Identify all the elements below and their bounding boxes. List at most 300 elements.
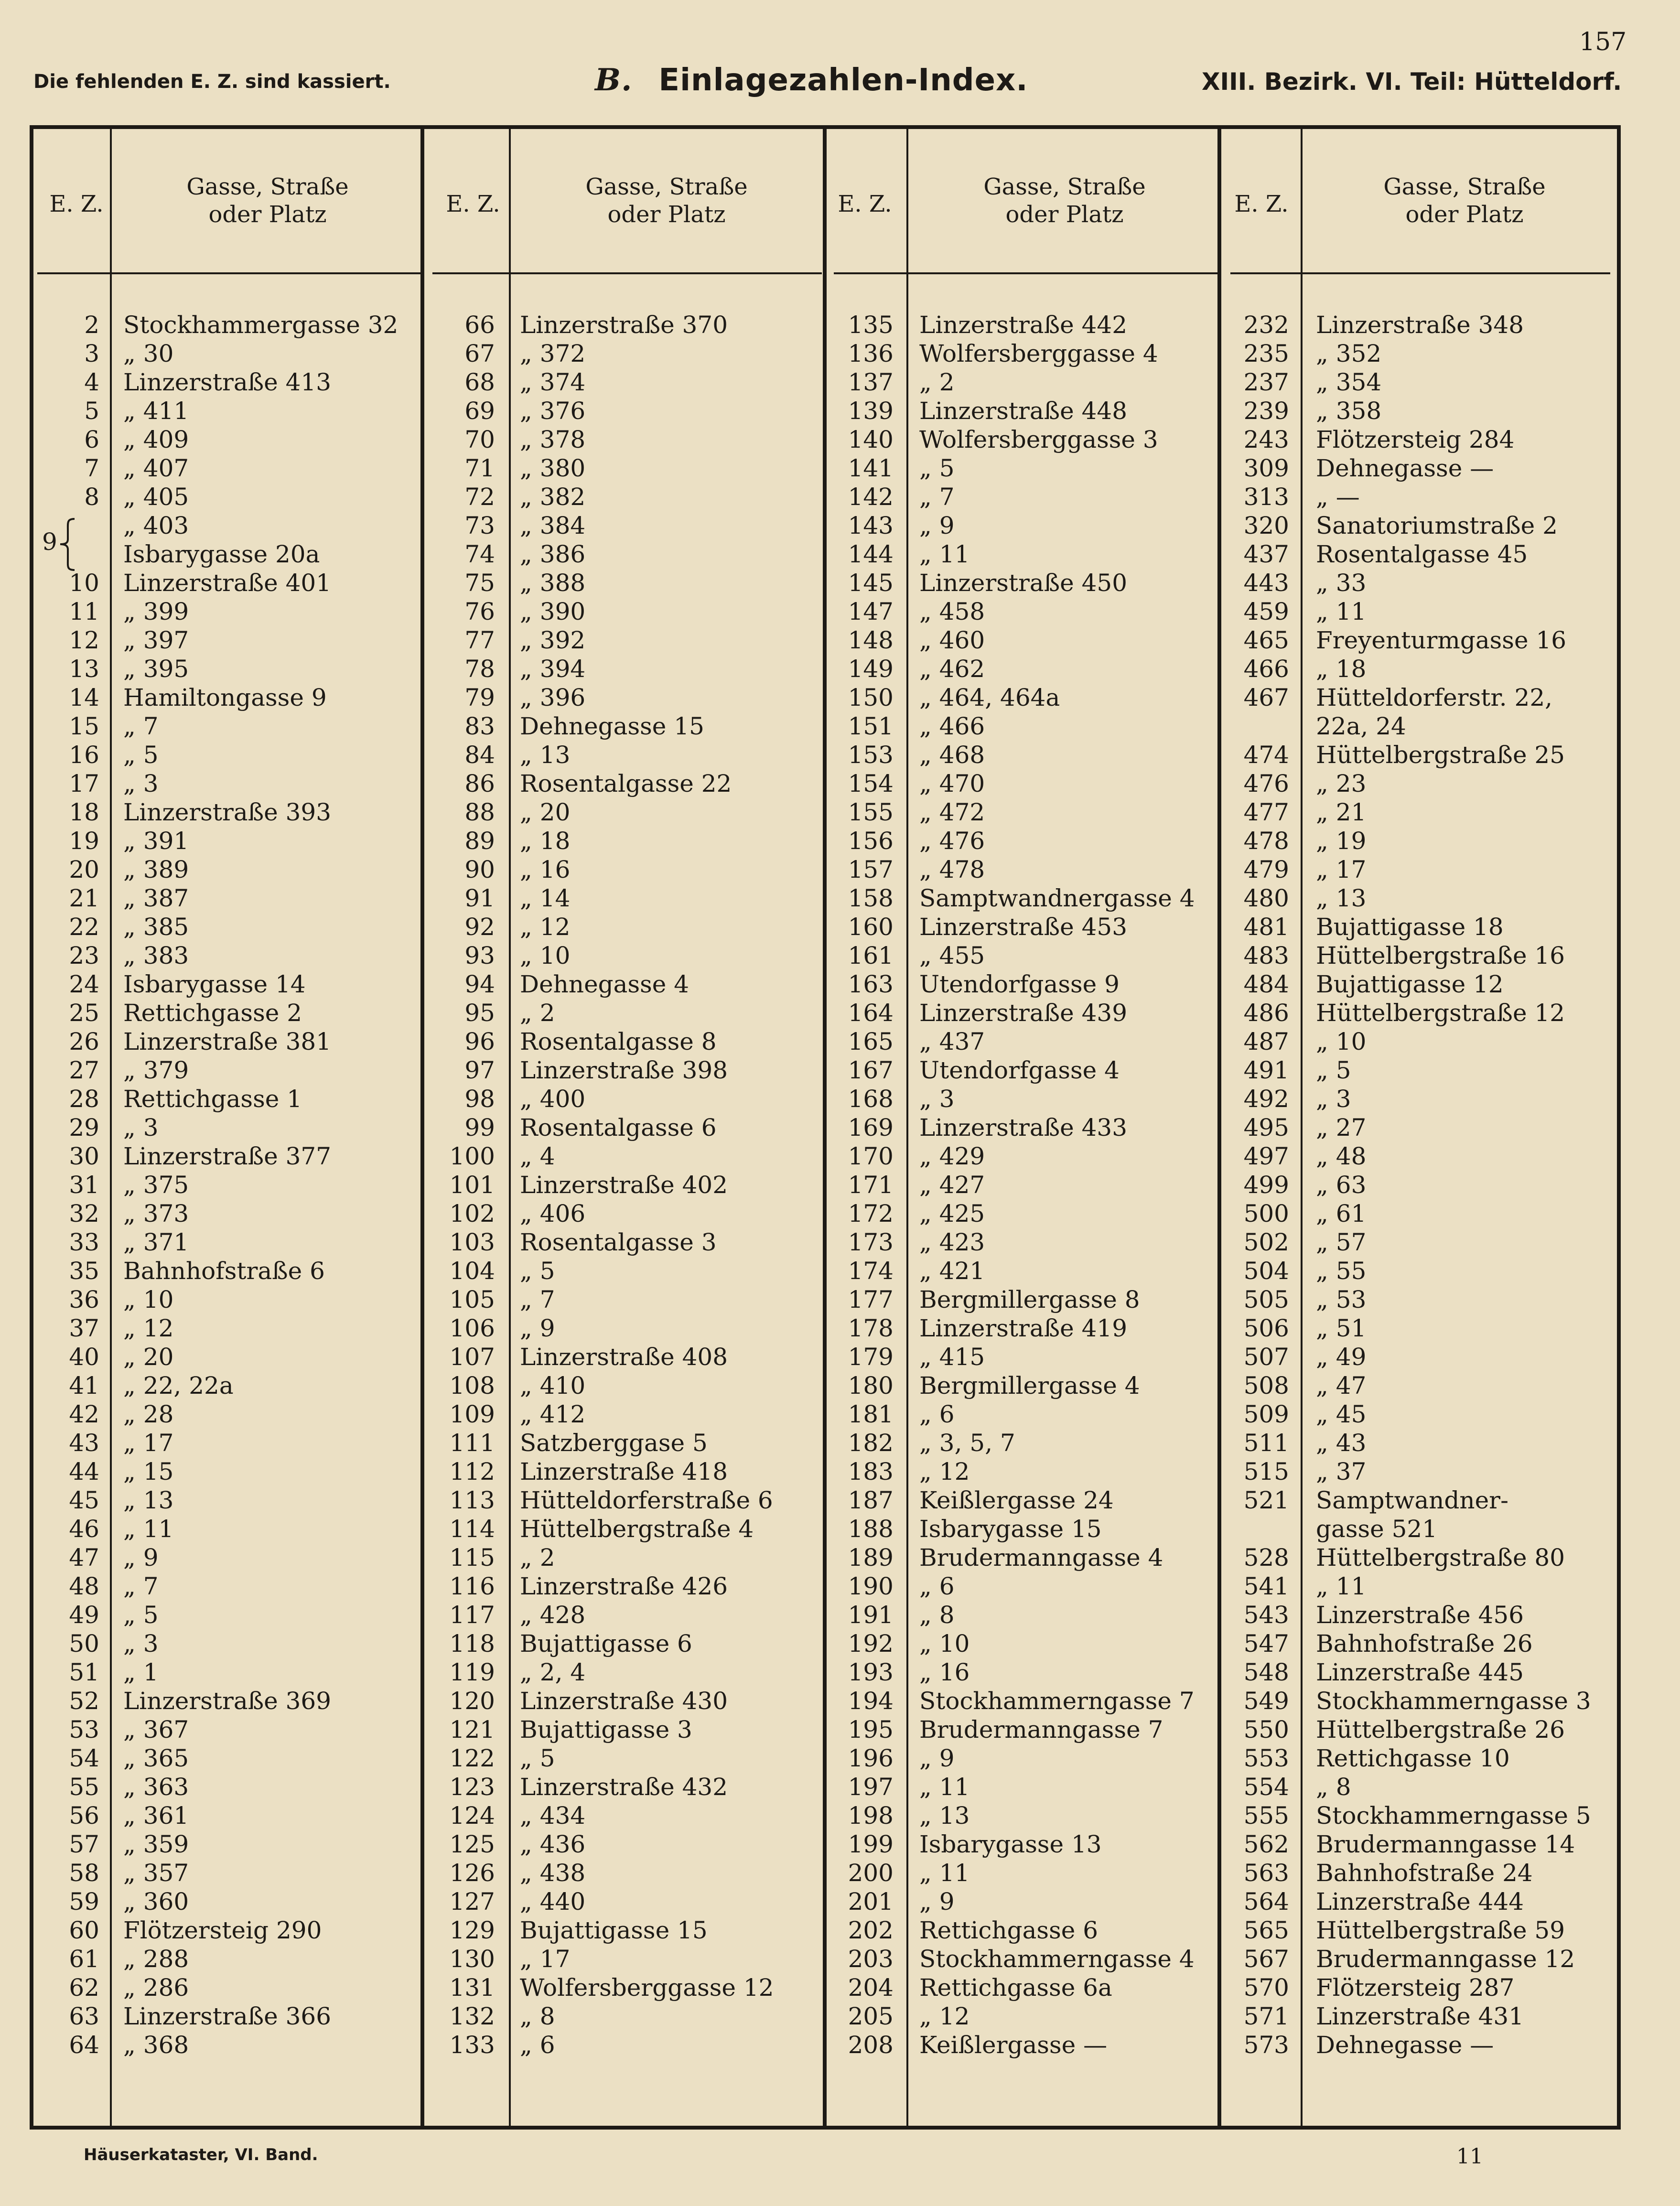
ez-number: 51 <box>69 1658 99 1686</box>
street-name: Linzerstraße 453 <box>919 913 1128 941</box>
ez-number: 474 <box>1243 741 1289 769</box>
ez-number: 57 <box>69 1830 99 1858</box>
ez-number: 40 <box>69 1343 99 1371</box>
ez-number: 3 <box>84 340 99 367</box>
table-row <box>0 1457 1680 1486</box>
table-row <box>0 1715 1680 1744</box>
street-name: „ 10 <box>919 1630 970 1657</box>
ez-number: 309 <box>1243 454 1289 482</box>
ez-number: 94 <box>464 970 495 998</box>
ez-number: 183 <box>848 1458 894 1485</box>
ez-number: 486 <box>1243 999 1289 1027</box>
street-name: Linzerstraße 402 <box>520 1171 728 1199</box>
street-name: Bujattigasse 3 <box>520 1716 692 1743</box>
ez-number: 126 <box>449 1859 495 1887</box>
ez-number: 549 <box>1243 1687 1289 1715</box>
ez-number: 156 <box>848 827 894 855</box>
street-name: „ 17 <box>123 1429 174 1457</box>
street-name: „ 428 <box>520 1601 586 1629</box>
ez-number: 479 <box>1243 856 1289 883</box>
ez-number: 30 <box>69 1142 99 1170</box>
street-name: Linzerstraße 377 <box>123 1142 332 1170</box>
ez-number: 68 <box>464 368 495 396</box>
street-name: Linzerstraße 369 <box>123 1687 332 1715</box>
ez-number: 55 <box>69 1773 99 1801</box>
ez-number: 158 <box>848 884 894 912</box>
ez-number: 115 <box>449 1544 495 1571</box>
street-name: „ 406 <box>520 1200 586 1227</box>
table-row <box>0 1773 1680 1801</box>
street-name: „ 374 <box>520 368 586 396</box>
street-name: „ 53 <box>1316 1286 1367 1313</box>
street-name: „ 400 <box>520 1085 586 1113</box>
street-name: Stockhammerngasse 5 <box>1316 1802 1591 1829</box>
ez-number: 191 <box>848 1601 894 1629</box>
header-note-left: Die fehlenden E. Z. sind kassiert. <box>33 71 391 93</box>
street-name: „ 412 <box>520 1400 586 1428</box>
ez-number: 170 <box>848 1142 894 1170</box>
table-row <box>0 2031 1680 2059</box>
street-name: „ 14 <box>520 884 571 912</box>
street-name: Bergmillergasse 8 <box>919 1286 1140 1313</box>
ez-number: 48 <box>69 1572 99 1600</box>
ez-number: 58 <box>69 1859 99 1887</box>
street-name: „ 436 <box>520 1830 586 1858</box>
street-name: „ 385 <box>123 913 189 941</box>
ez-number: 42 <box>69 1400 99 1428</box>
ez-number: 190 <box>848 1572 894 1600</box>
ez-number: 102 <box>449 1200 495 1227</box>
ez-number: 141 <box>848 454 894 482</box>
ez-number: 148 <box>848 626 894 654</box>
ez-number: 79 <box>464 684 495 711</box>
column-header-street <box>1340 173 1589 228</box>
ez-number: 83 <box>464 712 495 740</box>
table-row <box>0 1515 1680 1543</box>
street-name: „ 391 <box>123 827 189 855</box>
ez-number: 179 <box>848 1343 894 1371</box>
ez-number: 167 <box>848 1056 894 1084</box>
street-name: „ 375 <box>123 1171 189 1199</box>
ez-number: 565 <box>1243 1916 1289 1944</box>
table-row <box>0 1343 1680 1371</box>
street-name: Rosentalgasse 45 <box>1316 540 1528 568</box>
ez-number: 200 <box>848 1859 894 1887</box>
ez-number: 187 <box>848 1486 894 1514</box>
street-name: „ 12 <box>520 913 571 941</box>
table-row <box>0 1859 1680 1887</box>
table-row <box>0 425 1680 454</box>
table-row <box>0 884 1680 913</box>
ez-number: 313 <box>1243 483 1289 511</box>
street-name: Linzerstraße 430 <box>520 1687 728 1715</box>
street-name: Hüttelbergstraße 26 <box>1316 1716 1565 1743</box>
street-name: Linzerstraße 456 <box>1316 1601 1524 1629</box>
ez-number: 172 <box>848 1200 894 1227</box>
ez-number: 208 <box>848 2031 894 2059</box>
ez-number: 481 <box>1243 913 1289 941</box>
ez-number: 66 <box>464 311 495 339</box>
street-name: Linzerstraße 401 <box>123 569 332 597</box>
street-name: „ 354 <box>1316 368 1382 396</box>
ez-number: 116 <box>449 1572 495 1600</box>
ez-number: 320 <box>1243 512 1289 539</box>
ez-number: 144 <box>848 540 894 568</box>
ez-number: 437 <box>1243 540 1289 568</box>
ez-number: 113 <box>449 1486 495 1514</box>
street-name: Isbarygasse 14 <box>123 970 306 998</box>
street-name: „ 3, 5, 7 <box>919 1429 1015 1457</box>
street-name: „ 28 <box>123 1400 174 1428</box>
ez-number: 5 <box>84 397 99 425</box>
table-row <box>0 827 1680 855</box>
street-name: „ 63 <box>1316 1171 1367 1199</box>
table-row <box>0 970 1680 999</box>
street-name: Rettichgasse 6a <box>919 1974 1112 2002</box>
ez-number: 12 <box>69 626 99 654</box>
ez-number: 101 <box>449 1171 495 1199</box>
ez-number: 528 <box>1243 1544 1289 1571</box>
street-name: Linzerstraße 450 <box>919 569 1128 597</box>
street-name: Hüttelbergstraße 4 <box>520 1515 754 1543</box>
ez-number: 476 <box>1243 770 1289 797</box>
street-name: „ 399 <box>123 598 189 625</box>
ez-number: 165 <box>848 1028 894 1055</box>
ez-number: 467 <box>1243 684 1289 711</box>
table-row <box>0 1543 1680 1572</box>
ez-number: 47 <box>69 1544 99 1571</box>
street-name: Linzerstraße 432 <box>520 1773 728 1801</box>
street-name: „ 7 <box>919 483 955 511</box>
ez-number: 169 <box>848 1114 894 1141</box>
ez-number: 477 <box>1243 798 1289 826</box>
street-name: „ 363 <box>123 1773 189 1801</box>
ez-number: 459 <box>1243 598 1289 625</box>
ez-number: 33 <box>69 1228 99 1256</box>
header-rule <box>834 272 1218 274</box>
ez-number: 150 <box>848 684 894 711</box>
table-row <box>0 712 1680 741</box>
street-name: „ 2 <box>919 368 955 396</box>
ez-number: 16 <box>69 741 99 769</box>
ez-number: 91 <box>464 884 495 912</box>
ez-number: 54 <box>69 1744 99 1772</box>
street-name: Linzerstraße 439 <box>919 999 1128 1027</box>
street-name: „ 10 <box>1316 1028 1367 1055</box>
street-name: „ 3 <box>919 1085 955 1113</box>
table-row <box>0 655 1680 683</box>
street-name: gasse 521 <box>1316 1515 1438 1543</box>
ez-number: 75 <box>464 569 495 597</box>
street-name: Linzerstraße 381 <box>123 1028 332 1055</box>
street-name: Dehnegasse — <box>1316 454 1494 482</box>
ez-number: 198 <box>848 1802 894 1829</box>
ez-number: 43 <box>69 1429 99 1457</box>
street-name: „ 429 <box>919 1142 985 1170</box>
street-name: „ 472 <box>919 798 985 826</box>
street-name: „ 376 <box>520 397 586 425</box>
street-name: „ 16 <box>919 1658 970 1686</box>
ez-number: 193 <box>848 1658 894 1686</box>
street-name: Sanatoriumstraße 2 <box>1316 512 1558 539</box>
street-name: „ 55 <box>1316 1257 1367 1285</box>
ez-number: 31 <box>69 1171 99 1199</box>
street-name: Rosentalgasse 6 <box>520 1114 717 1141</box>
ez-number: 69 <box>464 397 495 425</box>
column-header-street <box>542 173 791 228</box>
street-name: Rettichgasse 1 <box>123 1085 302 1113</box>
ez-number: 499 <box>1243 1171 1289 1199</box>
ez-number: 243 <box>1243 426 1289 453</box>
ez-number: 168 <box>848 1085 894 1113</box>
ez-number: 137 <box>848 368 894 396</box>
ez-number: 46 <box>69 1515 99 1543</box>
street-name: „ 437 <box>919 1028 985 1055</box>
street-name: Linzerstraße 419 <box>919 1314 1128 1342</box>
table-row <box>0 1687 1680 1715</box>
column-header-street-line2: oder Platz <box>1405 201 1524 228</box>
street-name: Linzerstraße 393 <box>123 798 332 826</box>
ez-number: 92 <box>464 913 495 941</box>
street-name: „ 438 <box>520 1859 586 1887</box>
street-name: „ 440 <box>520 1888 586 1915</box>
street-name: „ 23 <box>1316 770 1367 797</box>
street-name: „ 13 <box>520 741 571 769</box>
column-header-street-line1: Gasse, Straße <box>186 173 349 200</box>
table-row <box>0 2002 1680 2031</box>
table-row <box>0 1945 1680 1973</box>
street-name: „ 33 <box>1316 569 1367 597</box>
table-row <box>0 1744 1680 1773</box>
street-name: Hüttelbergstraße 12 <box>1316 999 1565 1027</box>
ez-number: 143 <box>848 512 894 539</box>
ez-number: 96 <box>464 1028 495 1055</box>
street-name: „ 9 <box>123 1544 159 1571</box>
ez-number: 19 <box>69 827 99 855</box>
ez-number: 147 <box>848 598 894 625</box>
ez-number: 203 <box>848 1945 894 1973</box>
street-name: „ 421 <box>919 1257 985 1285</box>
street-name: Samptwandner- <box>1316 1486 1508 1514</box>
ez-number: 105 <box>449 1286 495 1313</box>
ez-number: 106 <box>449 1314 495 1342</box>
street-name: „ 434 <box>520 1802 586 1829</box>
ez-number: 480 <box>1243 884 1289 912</box>
column-header-street-line1: Gasse, Straße <box>983 173 1146 200</box>
ez-number: 153 <box>848 741 894 769</box>
street-name: „ 13 <box>123 1486 174 1514</box>
ez-number: 127 <box>449 1888 495 1915</box>
ez-number: 508 <box>1243 1372 1289 1399</box>
ez-number: 119 <box>449 1658 495 1686</box>
street-name: Brudermanngasse 14 <box>1316 1830 1575 1858</box>
ez-number: 98 <box>464 1085 495 1113</box>
street-name: „ 392 <box>520 626 586 654</box>
ez-number: 149 <box>848 655 894 683</box>
ez-number: 547 <box>1243 1630 1289 1657</box>
ez-number: 570 <box>1243 1974 1289 2002</box>
street-name: „ 47 <box>1316 1372 1367 1399</box>
street-name: „ 15 <box>123 1458 174 1485</box>
ez-number: 124 <box>449 1802 495 1829</box>
street-name: „ 365 <box>123 1744 189 1772</box>
ez-number: 44 <box>69 1458 99 1485</box>
ez-number: 8 <box>84 483 99 511</box>
table-row <box>0 1601 1680 1629</box>
street-name: „ 407 <box>123 454 189 482</box>
ez-number: 78 <box>464 655 495 683</box>
street-name: „ 415 <box>919 1343 985 1371</box>
ez-number: 100 <box>449 1142 495 1170</box>
street-name: „ 383 <box>123 942 189 969</box>
street-name: Stockhammerngasse 7 <box>919 1687 1195 1715</box>
street-name: „ 9 <box>919 1888 955 1915</box>
ez-number: 201 <box>848 1888 894 1915</box>
street-name: „ 427 <box>919 1171 985 1199</box>
street-name: „ 11 <box>919 540 970 568</box>
street-name: „ 11 <box>919 1773 970 1801</box>
ez-number: 192 <box>848 1630 894 1657</box>
ez-number: 20 <box>69 856 99 883</box>
ez-number: 567 <box>1243 1945 1289 1973</box>
ez-number: 63 <box>69 2002 99 2030</box>
table-row <box>0 1113 1680 1142</box>
table-row <box>0 1916 1680 1945</box>
ez-number: 541 <box>1243 1572 1289 1600</box>
street-name: „ 12 <box>123 1314 174 1342</box>
ez-number: 154 <box>848 770 894 797</box>
street-name: „ 48 <box>1316 1142 1367 1170</box>
ez-number: 194 <box>848 1687 894 1715</box>
ez-number: 136 <box>848 340 894 367</box>
ez-number: 117 <box>449 1601 495 1629</box>
street-name: Stockhammerngasse 3 <box>1316 1687 1591 1715</box>
street-name: „ 6 <box>919 1400 955 1428</box>
ez-number: 443 <box>1243 569 1289 597</box>
ez-number: 151 <box>848 712 894 740</box>
street-name: „ 8 <box>520 2002 555 2030</box>
street-name: „ 5 <box>919 454 955 482</box>
ez-number: 70 <box>464 426 495 453</box>
street-name: Hüttelbergstraße 25 <box>1316 741 1565 769</box>
ez-number: 500 <box>1243 1200 1289 1227</box>
street-name: Flötzersteig 287 <box>1316 1974 1515 2002</box>
table-row <box>0 1056 1680 1085</box>
street-name: „ 368 <box>123 2031 189 2059</box>
ez-number: 478 <box>1243 827 1289 855</box>
table-row <box>0 1171 1680 1199</box>
ez-number: 553 <box>1243 1744 1289 1772</box>
ez-number: 178 <box>848 1314 894 1342</box>
street-name: „ 5 <box>520 1257 555 1285</box>
ez-number: 123 <box>449 1773 495 1801</box>
street-name: „ 7 <box>520 1286 555 1313</box>
ez-number: 504 <box>1243 1257 1289 1285</box>
street-name: „ 61 <box>1316 1200 1367 1227</box>
table-row <box>0 597 1680 626</box>
ez-number: 112 <box>449 1458 495 1485</box>
ez-number: 18 <box>69 798 99 826</box>
street-name: „ 17 <box>1316 856 1367 883</box>
ez-number: 25 <box>69 999 99 1027</box>
table-row <box>0 311 1680 339</box>
table-row <box>0 741 1680 769</box>
ez-number: 139 <box>848 397 894 425</box>
table-row <box>0 1658 1680 1687</box>
ez-number: 182 <box>848 1429 894 1457</box>
ez-number: 4 <box>84 368 99 396</box>
street-name: „ 3 <box>1316 1085 1351 1113</box>
street-name: „ 11 <box>919 1859 970 1887</box>
ez-number: 548 <box>1243 1658 1289 1686</box>
table-row <box>0 1486 1680 1515</box>
ez-number: 555 <box>1243 1802 1289 1829</box>
ez-number: 26 <box>69 1028 99 1055</box>
street-name: Keißlergasse 24 <box>919 1486 1114 1514</box>
ez-number: 49 <box>69 1601 99 1629</box>
street-name: „ 11 <box>1316 598 1367 625</box>
street-name: „ 21 <box>1316 798 1367 826</box>
street-name: Brudermanngasse 7 <box>919 1716 1163 1743</box>
street-name: „ 20 <box>520 798 571 826</box>
street-name: „ 389 <box>123 856 189 883</box>
ez-number: 97 <box>464 1056 495 1084</box>
street-name: „ 3 <box>123 1114 159 1141</box>
street-name: Hüttelbergstraße 16 <box>1316 942 1565 969</box>
ez-number: 202 <box>848 1916 894 1944</box>
ez-number: 232 <box>1243 311 1289 339</box>
street-name: „ 478 <box>919 856 985 883</box>
street-name: „ 9 <box>520 1314 555 1342</box>
street-name: Linzerstraße 448 <box>919 397 1128 425</box>
street-name: „ 394 <box>520 655 586 683</box>
column-header-street-line1: Gasse, Straße <box>1383 173 1546 200</box>
street-name: Linzerstraße 431 <box>1316 2002 1524 2030</box>
street-name: Linzerstraße 433 <box>919 1114 1128 1141</box>
street-name: „ 373 <box>123 1200 189 1227</box>
table-row <box>0 1400 1680 1429</box>
street-name: Dehnegasse 4 <box>520 970 689 998</box>
ez-number: 2 <box>84 311 99 339</box>
ez-number: 509 <box>1243 1400 1289 1428</box>
ez-number: 483 <box>1243 942 1289 969</box>
ez-number: 177 <box>848 1286 894 1313</box>
ez-number: 77 <box>464 626 495 654</box>
street-name: Bujattigasse 15 <box>520 1916 708 1944</box>
street-name: „ 360 <box>123 1888 189 1915</box>
street-name: Brudermanngasse 12 <box>1316 1945 1575 1973</box>
street-name: Flötzersteig 290 <box>123 1916 322 1944</box>
table-row <box>0 1973 1680 2002</box>
ez-number: 164 <box>848 999 894 1027</box>
street-name: „ 13 <box>919 1802 970 1829</box>
title-text: Einlagezahlen-Index. <box>658 63 1028 98</box>
ez-number: 564 <box>1243 1888 1289 1915</box>
street-name: Dehnegasse — <box>1316 2031 1494 2059</box>
ez-number: 59 <box>69 1888 99 1915</box>
ez-number: 491 <box>1243 1056 1289 1084</box>
ez-number: 515 <box>1243 1458 1289 1485</box>
column-header-ez: E. Z. <box>1234 191 1289 217</box>
table-row <box>0 454 1680 483</box>
street-name: „ 423 <box>919 1228 985 1256</box>
table-row <box>0 769 1680 798</box>
table-row <box>0 626 1680 655</box>
ez-number: 487 <box>1243 1028 1289 1055</box>
street-name: „ 3 <box>123 770 159 797</box>
street-name: „ 5 <box>1316 1056 1351 1084</box>
table-row <box>0 1257 1680 1285</box>
